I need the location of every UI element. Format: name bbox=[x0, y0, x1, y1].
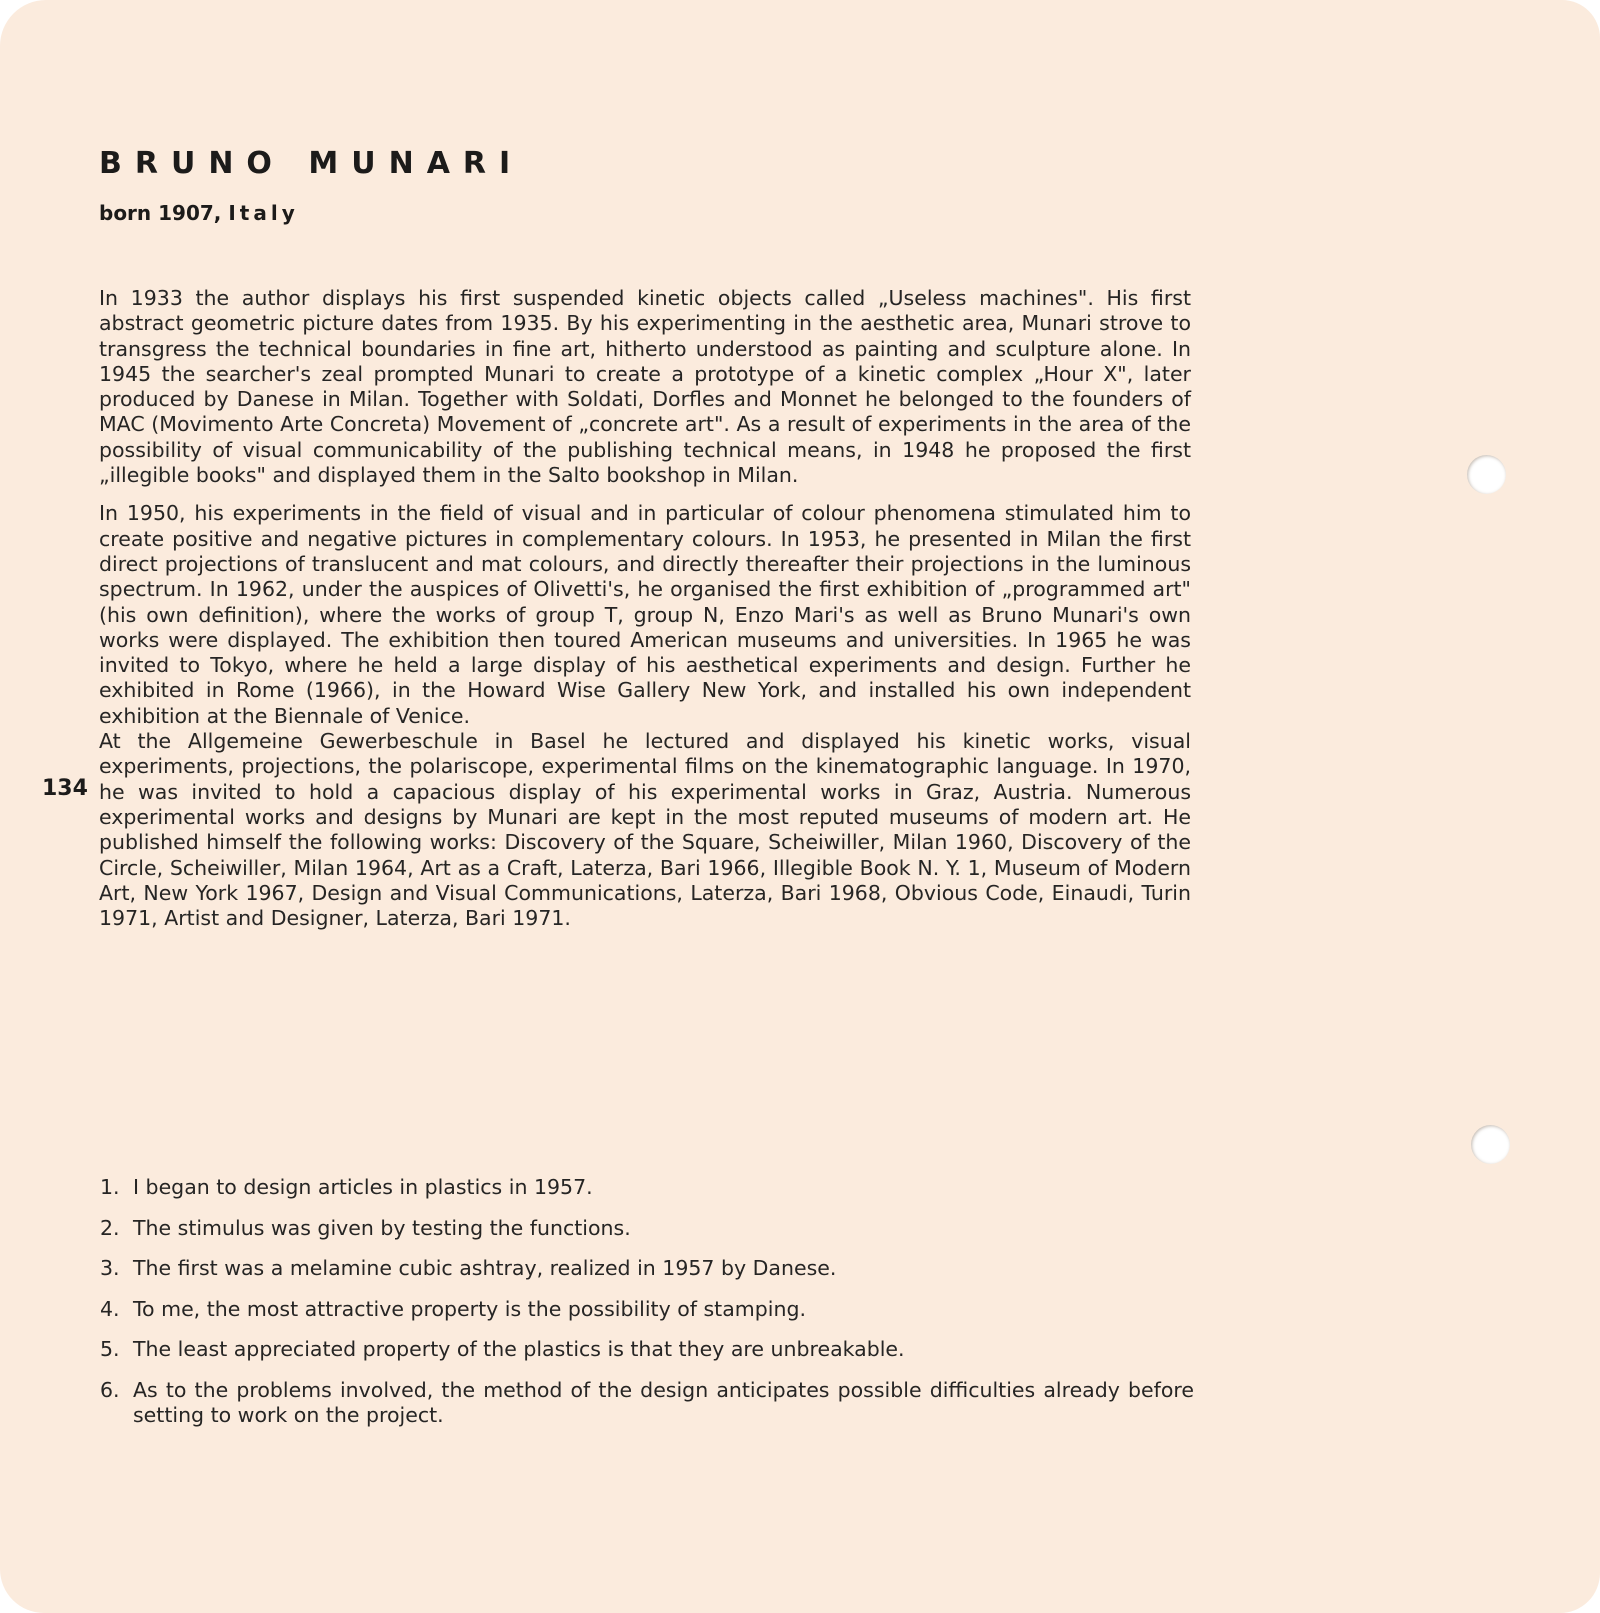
birth-year: born 1907, bbox=[99, 201, 222, 225]
answers-list bbox=[100, 1175, 1194, 1443]
answer-text: I began to design articles in plastics in 1957. bbox=[133, 1175, 593, 1199]
artist-birth-info bbox=[99, 201, 299, 225]
answer-item bbox=[100, 1297, 1194, 1322]
answer-number: 3. bbox=[100, 1256, 120, 1280]
answer-number: 4. bbox=[100, 1296, 120, 1321]
answer-number: 1. bbox=[100, 1175, 120, 1199]
answer-item bbox=[100, 1256, 1194, 1281]
biography-paragraph-2: In 1950, his experiments in the field of visual and in particular of colour phenomena stimulated him to create positive and negative pictures in complementary colours. In 1953, he presented in Milan the first direct projections of translucent and mat colours, and directly thereafter their projections in the luminous spectrum. In 1962, under the auspices of Olivetti's, he organised the first exhibition of „programmed art" (his own definition), where the works of group T, group N, Enzo Mari's as well as Bruno Munari's own works were displayed. The exhibition then toured American museums and universities. In 1965 he was invited to Tokyo, where he held a large display of his aesthetical experiments and design. Further he exhibited in Rome (1966), in the Howard Wise Gallery New York, and installed his own independent exhibition at the Biennale of Venice. bbox=[99, 501, 1191, 728]
binder-hole-bottom bbox=[1471, 1125, 1510, 1164]
answer-text: The first was a melamine cubic ashtray, realized in 1957 by Danese. bbox=[133, 1256, 837, 1280]
answer-item bbox=[100, 1175, 1194, 1200]
answer-text: The least appreciated property of the plastics is that they are unbreakable. bbox=[133, 1337, 905, 1361]
answer-text: To me, the most attractive property is the possibility of stamping. bbox=[133, 1296, 806, 1321]
biography-text bbox=[99, 286, 1191, 931]
biography-paragraph-3: At the Allgemeine Gewerbeschule in Basel he lectured and displayed his kinetic works, visual experiments, projections, the polariscope, experimental films on the kinematographic language. In 1970, he was invited to hold a capacious display of his experimental works in Graz, Austria. Numerous experimental works and designs by Munari are kept in the most reputed museums of modern art. He published himself the following works: Discovery of the Square, Scheiwiller, Milan 1960, Discovery of the Circle, Scheiwiller, Milan 1964, Art as a Craft, Laterza, Bari 1966, Illegible Book N. Y. 1, Museum of Modern Art, New York 1967, Design and Visual Communications, Laterza, Bari 1968, Obvious Code, Einaudi, Turin 1971, Artist and Designer, Laterza, Bari 1971. bbox=[99, 729, 1191, 931]
page-number: 134 bbox=[42, 776, 88, 801]
binder-hole-top bbox=[1467, 455, 1506, 494]
answer-text: The stimulus was given by testing the functions. bbox=[133, 1215, 631, 1240]
answer-number: 6. bbox=[100, 1377, 120, 1402]
biography-paragraph-1: In 1933 the author displays his first suspended kinetic objects called „Useless machines". His first abstract geometric picture dates from 1935. By his experimenting in the aesthetic area, Munari strove to transgress the technical boundaries in fine art, hitherto understood as painting and sculpture alone. In 1945 the searcher's zeal prompted Munari to create a prototype of a kinetic complex „Hour X", later produced by Danese in Milan. Together with Soldati, Dorfles and Monnet he belonged to the founders of MAC (Movimento Arte Concreta) Movement of „concrete art". As a result of experiments in the area of the possibility of visual communicability of the publishing technical means, in 1948 he proposed the first „illegible books" and displayed them in the Salto bookshop in Milan. bbox=[99, 286, 1191, 488]
answer-item bbox=[100, 1216, 1194, 1241]
answer-item bbox=[100, 1337, 1194, 1362]
artist-name-heading: BRUNO MUNARI bbox=[99, 146, 524, 181]
answer-number: 5. bbox=[100, 1337, 120, 1361]
answer-item bbox=[100, 1378, 1194, 1428]
answer-number: 2. bbox=[100, 1215, 120, 1240]
birth-country: Italy bbox=[228, 201, 299, 225]
answer-text: As to the problems involved, the method of the design anticipates possible difficulties already before setting to work on the project. bbox=[133, 1377, 1194, 1427]
